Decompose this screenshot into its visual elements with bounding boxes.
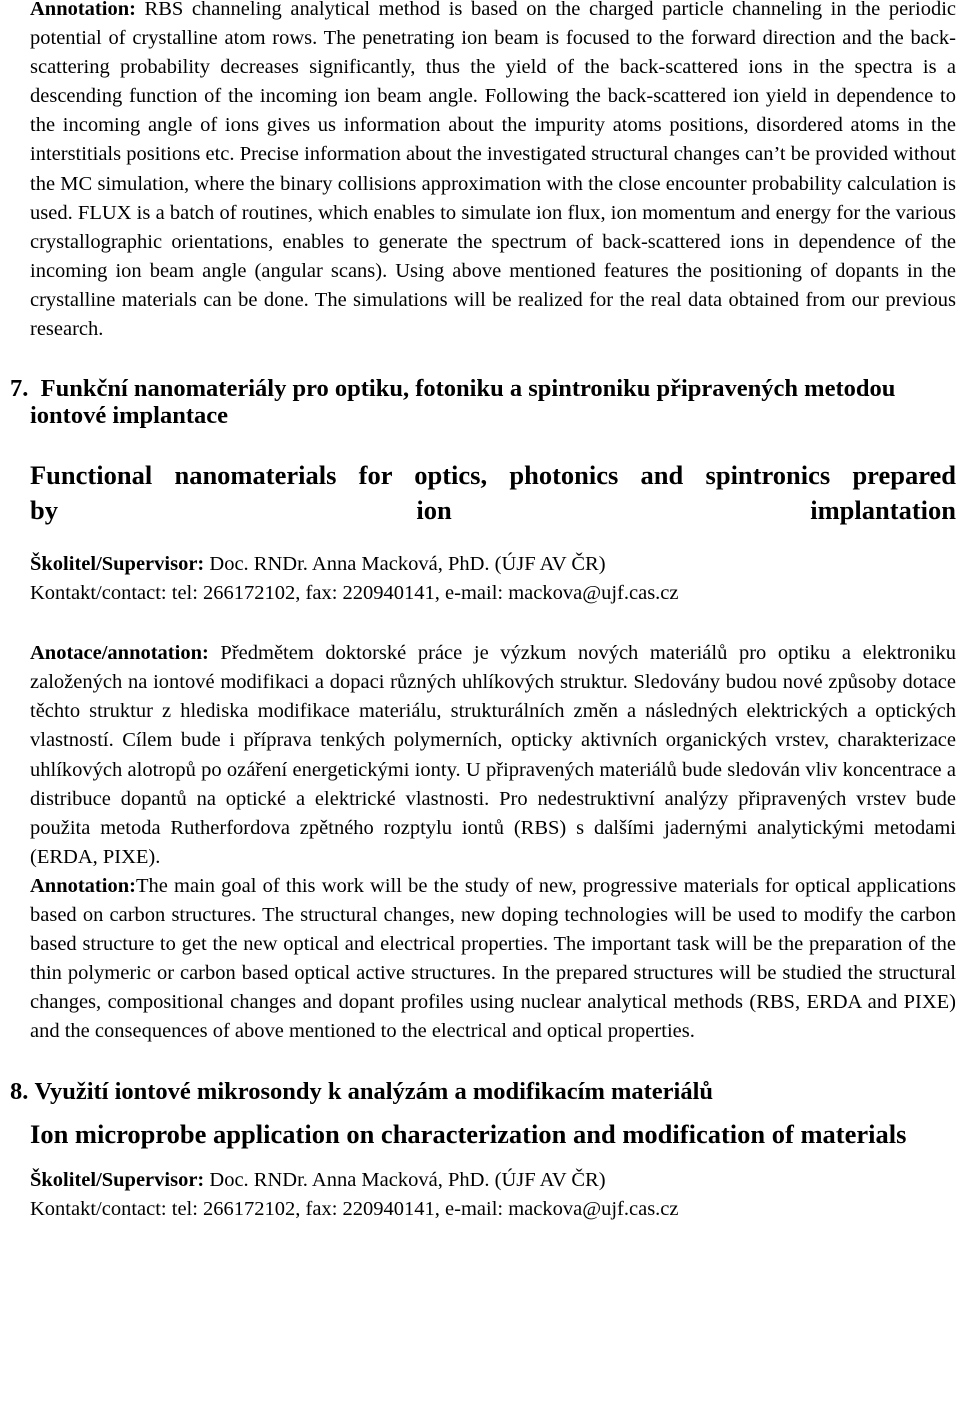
- section-7-anotace-label: Anotace/annotation:: [30, 642, 209, 665]
- intro-annotation-text: RBS channeling analytical method is based on the charged particle channeling in the periodic potential of crystalline atom rows. The penetrating ion beam is focused to the forward direction and the back-scattering probability decreases significantly, thus the yield of the back-scattered ions in the spectra is a descending function of the incoming ion beam angle. Following the back-scattered ion yield in dependence to the incoming angle of ions gives us information about the impurity atoms positions, disordered atoms in the interstitials positions etc. Precise information about the investigated structural changes can’t be provided without the MC simulation, where the binary collisions approximation with the close encounter probability calculation is used. FLUX is a batch of routines, which enables to simulate ion flux, ion momentum and energy for the various crystallographic orientations, enables to generate the spectrum of back-scattered ions in dependence of the incoming ion beam angle (angular scans). Using above mentioned features the positioning of dopants in the crystalline materials can be done. The simulations will be realized for the real data obtained from our previous research.: [30, 0, 956, 341]
- section-8-contact: Kontakt/contact: tel: 266172102, fax: 220940141, e-mail: mackova@ujf.cas.cz: [30, 1198, 679, 1221]
- section-8-number: 8.: [10, 1078, 29, 1106]
- intro-annotation-label: Annotation:: [30, 0, 136, 20]
- section-7-supervisor: [30, 550, 956, 579]
- section-8-supervisor-name: Doc. RNDr. Anna Macková, PhD. (ÚJF AV ČR): [204, 1169, 606, 1192]
- section-7-contact: Kontakt/contact: tel: 266172102, fax: 220940141, e-mail: mackova@ujf.cas.cz: [30, 582, 679, 605]
- section-8-supervisor-label: Školitel/Supervisor:: [30, 1169, 205, 1192]
- section-7-annotation-paragraph: [30, 872, 956, 1047]
- section-7-number: 7.: [10, 375, 29, 403]
- section-7-anotace-paragraph: [30, 639, 956, 872]
- intro-annotation-paragraph: [30, 0, 956, 344]
- section-7-title-cz: [10, 375, 956, 430]
- section-8-supervisor: [30, 1166, 956, 1195]
- section-7-supervisor-name: Doc. RNDr. Anna Macková, PhD. (ÚJF AV ČR): [204, 553, 606, 576]
- section-7-title-en-line2: by ion implantation: [30, 495, 956, 526]
- section-7-annotation-label: Annotation:: [30, 874, 136, 897]
- section-8-title-en: Ion microprobe application on characterization and modification of materials: [30, 1119, 907, 1150]
- section-7-title-cz-text: Funkční nanomateriály pro optiku, fotoniku a spintroniku připravených metodou iontové implantace: [30, 375, 896, 430]
- section-7-title-en-line1: Functional nanomaterials for optics, photonics and spintronics prepared: [30, 460, 956, 491]
- section-8-title-cz-text: Využití iontové mikrosondy k analýzám a modifikacím materiálů: [34, 1078, 714, 1106]
- section-7-supervisor-label: Školitel/Supervisor:: [30, 553, 205, 576]
- section-7-annotation-text: The main goal of this work will be the study of new, progressive materials for optical applications based on carbon structures. The structural changes, new doping technologies will be used to modify the carbon based structure to get the new optical and electrical properties. The important task will be the preparation of the thin polymeric or carbon based optical active structures. In the prepared structures will be studied the structural changes, compositional changes and dopant profiles using nuclear analytical methods (RBS, ERDA and PIXE) and the consequences of above mentioned to the electrical and optical properties.: [30, 874, 956, 1043]
- section-8-title-cz: [10, 1078, 956, 1106]
- section-7-anotace-text: Předmětem doktorské práce je výzkum nových materiálů pro optiku a elektroniku založených na iontové modifikaci a dopaci různých uhlíkových struktur. Sledovány budou nové způsoby dotace těchto struktur z hlediska modifikace materiálu, strukturálních změn a následných elektrických a optických vlastností. Cílem bude i příprava tenkých polymerních, opticky aktivních organických vrstev, charakterizace uhlíkových alotropů po ozáření energetickými ionty. U připravených materiálů bude sledován vliv koncentrace a distribuce dopantů na optické a elektrické vlastnosti. Pro nedestruktivní analýzy připravených vrstev bude použita metoda Rutherfordova zpětného rozptylu iontů (RBS) s dalšími jadernými analytickými metodami (ERDA, PIXE).: [30, 642, 956, 868]
